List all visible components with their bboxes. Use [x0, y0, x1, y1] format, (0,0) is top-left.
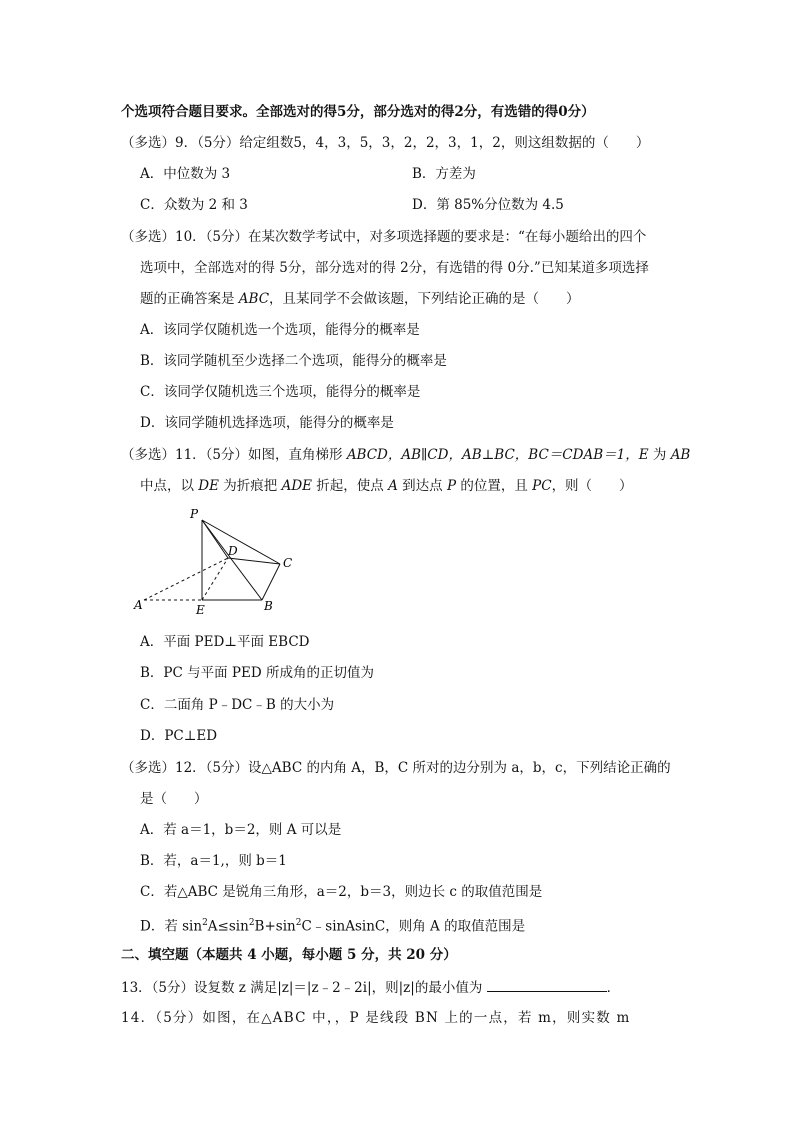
- q13-tail: ．: [606, 980, 621, 996]
- q12-d-mid2: B+sin: [254, 918, 296, 935]
- q11-text-k: ，则（ ）: [551, 478, 633, 494]
- q12-option-b: B．若，a＝1,，则 b＝1: [140, 853, 287, 869]
- q12-stem-line1: （多选）12．（5分）设△ABC 的内角 A，B，C 所对的边分别为 a，b，c，下列结论正确的: [121, 760, 671, 776]
- q10-stem-line1: （多选）10．（5分）在某次数学考试中，对多项选择题的要求是：“在每小题给出的四个: [121, 229, 647, 245]
- q11-text-g: 到达点: [397, 478, 447, 494]
- label-p: P: [190, 507, 199, 521]
- q9-option-c: C．众数为 2 和 3: [140, 197, 248, 213]
- q11-stem-math: ABCD，AB∥CD，AB⊥BC，BC＝CDAB＝1，E: [346, 447, 649, 463]
- label-a: A: [134, 598, 143, 612]
- q12-option-a: A．若 a＝1，b＝2，则 A 可以是: [140, 822, 342, 838]
- q12-d-tail: C﹣sinAsinC，则角 A 的取值范围是: [301, 918, 526, 935]
- q10-stem-tail: ，且某同学不会做该题，下列结论正确的是（ ）: [269, 291, 580, 307]
- q9-option-d: D．第 85%分位数为 4.5: [412, 197, 564, 213]
- q13-stem: [121, 977, 620, 997]
- q10-stem-text: 题的正确答案是: [140, 291, 239, 307]
- q11-stem-mid: 为: [648, 447, 671, 463]
- label-b: B: [264, 599, 273, 613]
- q11-option-a: A．平面 PED⊥平面 EBCD: [140, 634, 310, 650]
- label-e: E: [196, 603, 205, 617]
- q9-option-b: B．方差为: [412, 166, 476, 182]
- q12-d-sup2: 2: [248, 918, 255, 928]
- q12-stem-line2: 是（ ）: [140, 791, 208, 807]
- q11-stem-line1: [121, 446, 690, 464]
- q10-option-c: C．该同学仅随机选三个选项，能得分的概率是: [140, 384, 421, 400]
- q13-text: 13．（5分）设复数 z 满足|z|＝|z﹣2﹣2i|，则|z|的最小值为: [121, 980, 487, 996]
- label-c: C: [283, 556, 293, 570]
- label-d: D: [228, 544, 238, 558]
- q12-d-text: D．若 sin: [140, 918, 203, 935]
- q11-stem-text: （多选）11．（5分）如图，直角梯形: [121, 447, 347, 463]
- q11-stem-line2: [140, 477, 633, 495]
- q14-stem: 14．（5分）如图，在△ABC 中，，P 是线段 BN 上的一点，若 m，则实数 m: [121, 1010, 631, 1026]
- section2-heading: 二、填空题（本题共 4 小题，每小题 5 分，共 20 分）: [121, 947, 457, 963]
- q10-option-a: A．该同学仅随机选一个选项，能得分的概率是: [140, 322, 420, 338]
- q9-option-a: A．中位数为 3: [140, 166, 231, 182]
- q10-option-b: B．该同学随机至少选择二个选项，能得分的概率是: [140, 353, 447, 369]
- q11-text-c: 为折痕把: [218, 478, 282, 494]
- q11-text-e: 折起，使点: [312, 478, 389, 494]
- edge-dc: [228, 558, 280, 564]
- section-intro: 个选项符合题目要求。全部选对的得5分，部分选对的得2分，有选错的得0分）: [121, 104, 595, 120]
- edge-pc: [202, 520, 280, 564]
- q12-d-sup1: 2: [202, 918, 208, 928]
- q11-math-a: A: [388, 478, 398, 494]
- q11-stem-end: AB: [670, 447, 691, 463]
- edge-pd: [202, 520, 228, 558]
- q10-option-d: D．该同学随机选择选项，能得分的概率是: [140, 415, 394, 431]
- q11-math-pc: PC: [532, 478, 552, 494]
- q10-answer-math: ABC: [238, 291, 270, 307]
- q13-answer-blank[interactable]: [487, 977, 607, 992]
- edge-pb: [202, 520, 262, 600]
- q11-option-b: B．PC 与平面 PED 所成角的正切值为: [140, 665, 374, 681]
- q11-math-p: P: [446, 478, 457, 494]
- q12-d-mid1: A≤sin: [207, 918, 249, 935]
- q10-stem-line2: 选项中，全部选对的得 5分，部分选对的得 2分，有选错的得 0分.”已知某道多项选择: [140, 260, 649, 276]
- q11-math-de: DE: [198, 478, 219, 494]
- q11-folded-trapezoid-figure: [130, 506, 300, 618]
- q12-option-d: [140, 914, 525, 936]
- q12-option-c: C．若△ABC 是锐角三角形，a＝2，b＝3，则边长 c 的取值范围是: [140, 884, 543, 900]
- q9-stem: （多选）9．（5分）给定组数5，4，3，5，3，2，2，3，1，2，则这组数据的（ ）: [121, 135, 650, 151]
- q12-d-sup3: 2: [295, 918, 302, 928]
- q11-text-a: 中点，以: [140, 478, 199, 494]
- q11-option-c: C．二面角 P﹣DC﹣B 的大小为: [140, 697, 335, 713]
- q11-text-i: 的位置，且: [456, 478, 533, 494]
- q11-option-d: D．PC⊥ED: [140, 728, 218, 744]
- edge-bc: [262, 564, 280, 600]
- q10-stem-line3: [140, 290, 580, 308]
- q11-math-ade: ADE: [281, 478, 313, 494]
